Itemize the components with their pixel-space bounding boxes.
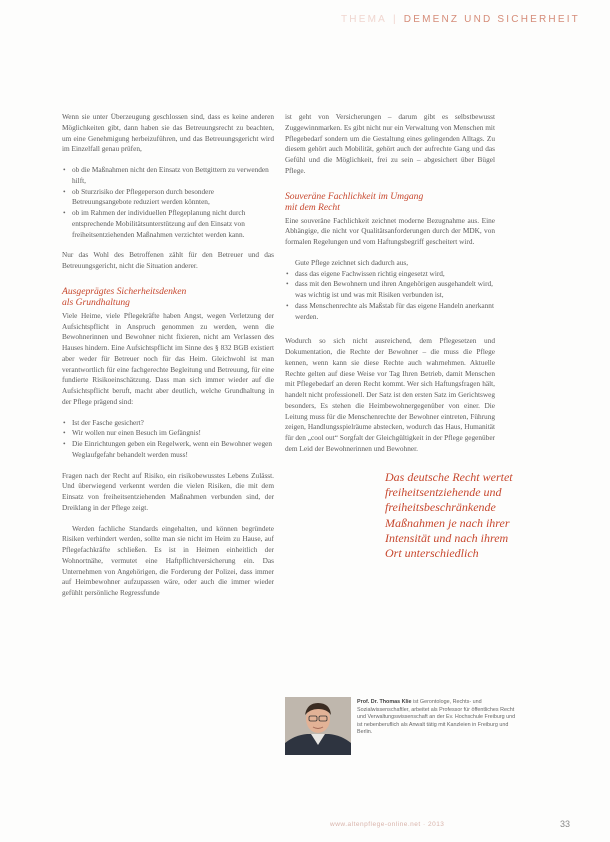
left-column [62,112,274,609]
paragraph: Wodurch so sich nicht ausreichend, dem Pflegesetzen und Dokumentation, die Rechte der Bewohner – die muss die Pflege kennen, wenn kann sie diese Rechte auch wahrnehmen. Aktuelle Rechte gelten auf diese Weise vor Tag Ihren Betrieb, damit Menschen mit Pflegebedarf an deren Recht kommt. Wer sich Haftungsfragen hält, handelt nicht professionell. Der Satz ist den ersten Satz im Gerichtsweg besonders, Es stehen die Heimbewohnergegenüber von einer. Die Leitung muss für die Menschenrechte der Bewohner eintreten, Führung zeigen, Handlungsspielräume abstecken, wodurch das Haus, Humanität für den „cool out“ Sorgfalt der Gleichgültigkeit in der Pflege gegenüber dem Leid der Bewohnerinnen und Bewohner. [285,336,495,453]
running-head: THEMA | DEMENZ UND SICHERHEIT [340,14,580,25]
paragraph: Fragen nach der Recht auf Risiko, ein risikobewusstes Lebens Zulässt. Und überwiegend verkennt werden die vielen Risiken, die mit dem Einsatz von freiheitsentziehenden Maßnahmen verbunden sind, der Dreiklang in der Pflege zeigt. [62,470,274,512]
list-item: • Wir wollen nur einen Besuch im Gefängnis! [62,428,274,439]
paragraph: ist geht von Versicherungen – darum gibt es selbstbewusst Zuggewinnmarken. Es gibt nicht nur ein Verwaltung von Menschen mit Pflegebedarf sondern um die Gestaltung eines gelingenden Alltags. Zu diesem gehört auch Mobilität, gehört auch der aufrechte Gang und das Gefühl und die Möglichkeit, frei zu sein – abgesichert über Bügel Pflege. [285,112,495,175]
paragraph: Eine souveräne Fachlichkeit zeichnet moderne Bezugnahme aus. Eine Abhängige, die nicht vor Qualitätsanforderungen durch der MDK, von formalen Regelungen und vom Haftungsbegriff gescheitert wird. [285,215,495,246]
paragraph: Wenn sie unter Überzeugung geschlossen sind, dass es keine anderen Möglichkeiten gibt, dann haben sie das Betreuungsrecht zu beachten, um eine Genehmigung herbeizuführen, und das Betreuungsgericht wird im Einzelfall genau prüfen, [62,112,274,154]
subheading: Ausgeprägtes Sicherheitsdenken als Grundhaltung [62,285,187,308]
page-number: 33 [559,819,570,829]
pull-quote: Das deutsche Recht wertet freiheitsentziehende und freiheitsbeschränkende Maßnahmen je nach ihrer Intensität und nach ihrem Ort unterschiedlich [385,470,513,561]
list-item: • ob Sturzrisiko der Pflegeperson durch besondere Betreuungsangebote reduziert werden könnten, [62,187,274,209]
paragraph: Werden fachliche Standards eingehalten, und können begründete Risiken verhindert werden, sollte man sie nicht im Heim zu Hause, auf Pflegefachkräfte schließen. Es ist in Heimen einheitlich der Wohnortnähe, vermutet eine Haftpflichtversicherung ein. Das Unternehmen von Angehörigen, die Forderung der Polizei, dass immer auf Heimbewohner aufzupassen wäre, oder auch die immer wieder gefühlt persönliche Regressfunde [62,523,274,597]
author-photo [285,697,351,755]
bullet-list [285,269,495,323]
running-head-section: THEMA [340,14,387,25]
paragraph: Nur das Wohl des Betroffenen zählt für den Betreuer und das Betreuungsgericht, nicht die Situation anderer. [62,250,274,270]
paragraph: Viele Heime, viele Pflegekräfte haben Angst, wegen Verletzung der Aufsichtspflicht in Anspruch genommen zu werden, wenn die Bewohnerinnen und Bewohner nicht fixieren, nicht am Verlassen des Hauses hindern. Eine Aufsichtspflicht im Sinne des § 832 BGB existiert aber weder für Betreuer noch für das Heim. Gleichwohl ist man verantwortlich für eine fachgerechte Begleitung und Betreuung, für eine fundierte Risikoeinschätzung. Dass man sich immer wieder auf die Aufsichtspflicht beruft, macht aber deutlich, welche Grundhaltung in der Pflege prägend sind: [62,310,274,406]
right-column [285,112,495,465]
subheading: Souveräne Fachlichkeit im Umgang mit dem Recht [285,190,424,213]
list-item: • ob die Maßnahmen nicht den Einsatz von Bettgittern zu verwenden hilft, [62,165,274,187]
author-bio [357,699,517,737]
author-bio-text: ist Gerontologe, Rechts- und Sozialwissenschaftler, arbeitet als Professor für öffentliches Recht und Verwaltungswissenschaft an der Ev. Hochschule Freiburg und ist nebenberuflich als Anwalt tätig mit Kanzleien in Freiburg und Berlin. [357,699,516,736]
list-item: • Ist der Fasche gesichert? [62,418,274,429]
list-item: • dass mit den Bewohnern und ihren Angehörigen ausgehandelt wird, was wichtig ist und was mit Risiken verbunden ist, [285,279,495,301]
author-box [285,697,585,755]
list-item: • dass das eigene Fachwissen richtig eingesetzt wird, [285,269,495,280]
list-item: • Die Einrichtungen geben ein Regelwerk, wenn ein Bewohner wegen Weglaufgefahr behandelt werden muss! [62,439,274,461]
paragraph: Gute Pflege zeichnet sich dadurch aus, [295,257,409,267]
running-head-topic: DEMENZ UND SICHERHEIT [403,14,580,25]
author-name: Prof. Dr. Thomas Klie [357,699,412,705]
bullet-list [62,418,274,461]
portrait-image [285,697,351,755]
list-item: • dass Menschenrechte als Maßstab für das eigene Handeln anerkannt werden. [285,301,495,323]
footer-url: www.altenpflege-online.net · 2013 [330,821,445,828]
list-item: • ob im Rahmen der individuellen Pflegeplanung nicht durch entsprechende Mobilitätsunterstützung auf den Einsatz von freiheitsentziehenden Maßnahmen verzichtet werden kann. [62,208,274,240]
bullet-list [62,165,274,240]
